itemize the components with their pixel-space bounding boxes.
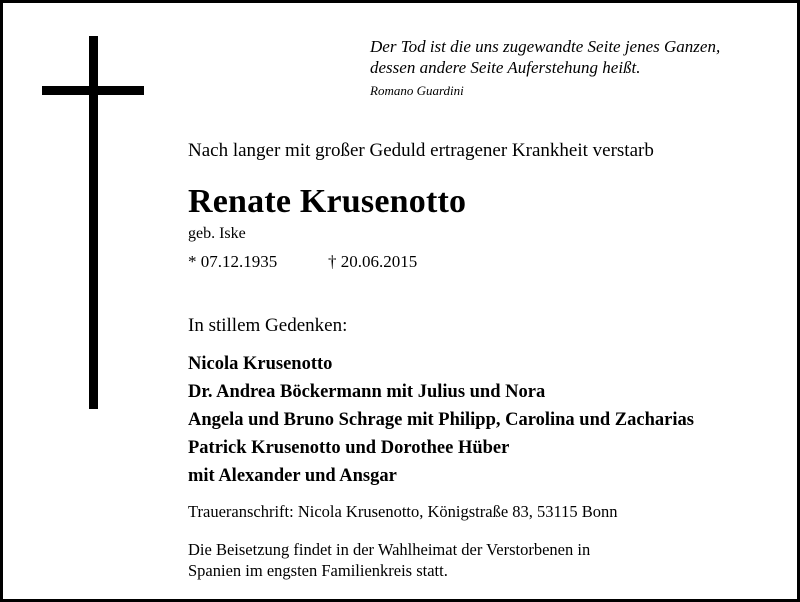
mourner-line: Dr. Andrea Böckermann mit Julius und Nora: [188, 382, 546, 402]
funeral-note: [188, 539, 590, 581]
death-date: † 20.06.2015: [328, 252, 418, 271]
funeral-line: Die Beisetzung findet in der Wahlheimat der Verstorbenen in: [188, 540, 591, 559]
mourning-address: Traueranschrift: Nicola Krusenotto, Königstraße 83, 53115 Bonn: [188, 502, 618, 521]
deceased-name: Renate Krusenotto: [188, 183, 467, 220]
intro-text: Nach langer mit großer Geduld ertragener Krankheit verstarb: [188, 140, 654, 161]
mourner-line: Patrick Krusenotto und Dorothee Hüber: [188, 438, 510, 458]
quote-line: Der Tod ist die uns zugewandte Seite jenes Ganzen,: [370, 37, 721, 56]
quote-text: [370, 36, 720, 78]
mourners-list: [188, 350, 694, 490]
mourner-line: mit Alexander und Ansgar: [188, 466, 397, 486]
mourner-line: Nicola Krusenotto: [188, 354, 333, 374]
cross-horizontal-bar: [42, 86, 144, 95]
memory-heading: In stillem Gedenken:: [188, 315, 348, 336]
quote-author: Romano Guardini: [370, 83, 464, 98]
birth-date: * 07.12.1935: [188, 252, 278, 271]
quote-line: dessen andere Seite Auferstehung heißt.: [370, 58, 641, 77]
funeral-line: Spanien im engsten Familienkreis statt.: [188, 561, 448, 580]
mourner-line: Angela und Bruno Schrage mit Philipp, Carolina und Zacharias: [188, 410, 694, 430]
birth-name: geb. Iske: [188, 225, 246, 242]
